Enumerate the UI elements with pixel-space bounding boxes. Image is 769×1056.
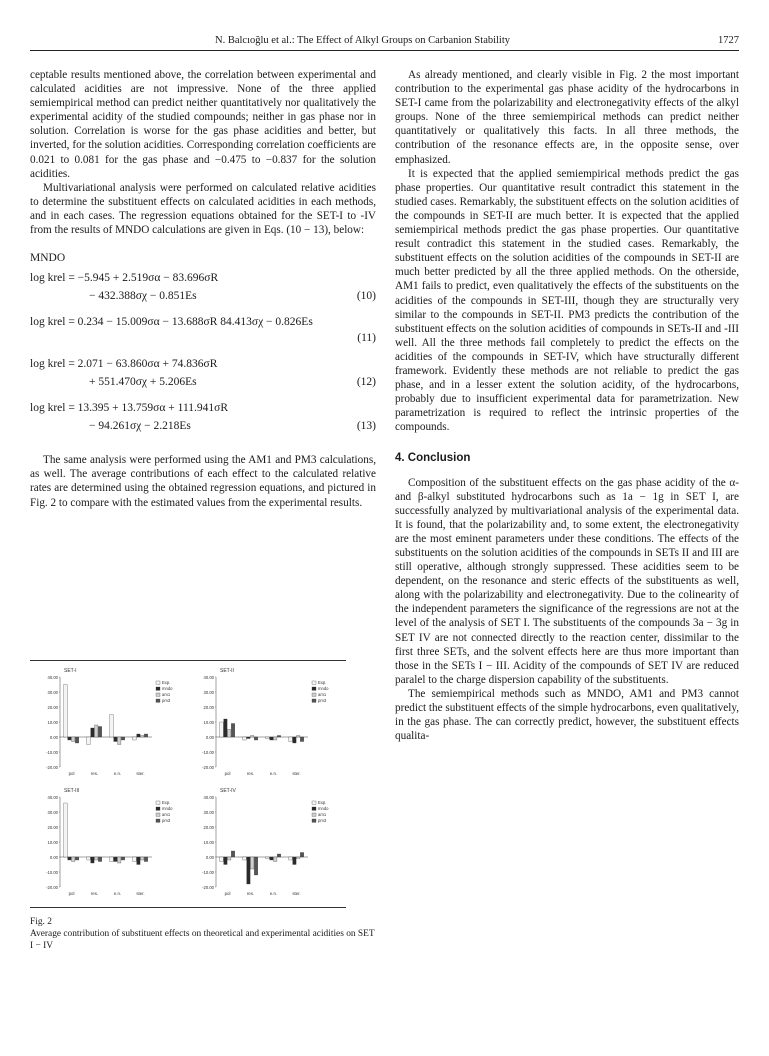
equation-10-text-2: − 432.388σχ − 0.851Es — [89, 290, 197, 303]
bar — [137, 857, 140, 865]
bar — [118, 737, 121, 745]
y-tick-label: 0.00 — [205, 854, 214, 860]
legend-swatch — [312, 819, 316, 822]
equation-10-number: (10) — [356, 290, 376, 303]
page-number: 1727 — [718, 35, 739, 46]
bar — [64, 803, 67, 857]
legend-label: am1 — [162, 692, 171, 698]
legend-label: am1 — [318, 692, 327, 698]
equation-13-text-2: − 94.261σχ − 2.218Es — [89, 420, 191, 433]
legend-label: am1 — [318, 812, 327, 818]
y-tick-label: 0.00 — [205, 734, 214, 740]
equation-12-line-2 — [30, 373, 376, 391]
y-tick-label: 30.00 — [203, 809, 214, 815]
bar — [220, 722, 223, 737]
bar — [91, 728, 94, 737]
y-tick-label: 40.00 — [203, 794, 214, 800]
legend-label: mndo — [318, 686, 329, 692]
x-tick-label: pol — [224, 891, 231, 896]
bar — [110, 715, 113, 738]
equation-11-number: (11) — [357, 332, 376, 345]
y-tick-label: -20.00 — [46, 764, 58, 770]
y-tick-label: -20.00 — [202, 884, 214, 890]
legend-swatch — [312, 693, 316, 696]
bar — [247, 737, 250, 739]
running-title: N. Balcıoğlu et al.: The Effect of Alkyl Groups on Carbanion Stability — [215, 35, 511, 46]
figure-label: Fig. 2 — [30, 917, 52, 927]
bar — [300, 737, 303, 742]
chart-title: SET-III — [64, 788, 80, 794]
bar — [137, 734, 140, 737]
page-header — [30, 34, 739, 51]
right-column — [395, 68, 739, 743]
legend-label: pm3 — [162, 818, 171, 824]
x-tick-label: res. — [246, 891, 255, 896]
y-tick-label: 30.00 — [47, 809, 58, 815]
left-column — [30, 68, 376, 510]
figure-2-charts — [30, 661, 346, 907]
bar — [274, 737, 277, 740]
y-tick-label: 40.00 — [203, 674, 214, 680]
legend-swatch — [156, 687, 160, 690]
bar — [220, 857, 223, 862]
bar — [141, 736, 144, 738]
legend-label: pm3 — [318, 818, 327, 824]
bar — [87, 857, 90, 860]
bar — [91, 857, 94, 863]
bar — [300, 853, 303, 858]
bar — [274, 857, 277, 862]
y-tick-label: -10.00 — [202, 869, 214, 875]
bar — [243, 857, 246, 860]
x-tick-label: ster. — [136, 891, 145, 896]
y-tick-label: 10.00 — [203, 719, 214, 725]
x-tick-label: res. — [90, 891, 99, 896]
bar — [277, 854, 280, 857]
equation-11-text-1: log krel = 0.234 − 15.009σα − 13.688σR 84.413σχ − 0.826Es — [30, 316, 313, 329]
y-tick-label: -20.00 — [46, 884, 58, 890]
bar — [95, 857, 98, 860]
y-tick-label: -20.00 — [202, 764, 214, 770]
left-paragraph-1: ceptable results mentioned above, the correlation between experimental and calculated acidities are not impressive. None of the three applied semiempirical method can predict neither quantitatively nor qualitatively the experimental acidity of the studied compounds; neither in gas phase nor in solution. Correlation is worse for the gas phase acidities and better, but inverted, for the solution acidities. Corresponding correlation coefficients are 0.021 to 0.081 for the gas phase and −0.475 to −0.837 for the solution acidities. — [30, 69, 376, 180]
bar — [289, 737, 292, 742]
legend-label: pm3 — [318, 698, 327, 704]
equation-12-text-1: log krel = 2.071 − 63.860σα + 74.836σR — [30, 358, 218, 371]
bar — [98, 727, 101, 738]
figure-2 — [30, 660, 346, 908]
equation-12-text-2: + 551.470σχ + 5.206Es — [89, 376, 197, 389]
bar — [118, 857, 121, 863]
equation-13-text-1: log krel = 13.395 + 13.759σα + 111.941σR — [30, 402, 229, 415]
legend-swatch — [156, 693, 160, 696]
x-tick-label: ster. — [292, 771, 301, 776]
figure-caption-text: Average contribution of substituent effects on theoretical and experimental acidities on SET I − IV — [30, 929, 375, 951]
equation-13-line-1 — [30, 399, 376, 417]
bar — [87, 737, 90, 745]
legend-swatch — [156, 819, 160, 822]
section-heading: 4. Conclusion — [395, 452, 471, 465]
bar — [289, 857, 292, 860]
y-tick-label: 10.00 — [203, 839, 214, 845]
legend-swatch — [312, 807, 316, 810]
legend-label: mndo — [318, 806, 329, 812]
bar — [144, 857, 147, 862]
y-tick-label: 10.00 — [47, 839, 58, 845]
bar — [144, 734, 147, 737]
bar — [141, 857, 144, 860]
bar — [110, 857, 113, 862]
x-tick-label: res. — [246, 771, 255, 776]
legend-label: mndo — [162, 686, 173, 692]
bar — [133, 737, 136, 740]
bar — [75, 737, 78, 743]
bar — [243, 737, 246, 740]
legend-swatch — [312, 813, 316, 816]
chart-title: SET-IV — [220, 788, 236, 794]
bar — [251, 736, 254, 738]
y-tick-label: -10.00 — [46, 749, 58, 755]
y-tick-label: 20.00 — [203, 824, 214, 830]
y-tick-label: 40.00 — [47, 794, 58, 800]
y-tick-label: 0.00 — [49, 734, 58, 740]
bar — [75, 857, 78, 860]
legend-swatch — [312, 687, 316, 690]
legend-swatch — [156, 813, 160, 816]
equation-12-number: (12) — [356, 376, 376, 389]
bar — [98, 857, 101, 862]
bar — [133, 857, 136, 862]
bar — [231, 724, 234, 738]
bar — [68, 857, 71, 860]
bar — [293, 857, 296, 865]
bar — [231, 851, 234, 857]
bar — [293, 737, 296, 743]
legend-swatch — [312, 801, 316, 804]
bar — [72, 737, 75, 742]
bar — [297, 736, 300, 738]
bar — [254, 857, 257, 875]
equation-12-line-1 — [30, 355, 376, 373]
equation-10-text-1: log krel = −5.945 + 2.519σα − 83.696σR — [30, 272, 219, 285]
right-paragraph-2: It is expected that the applied semiempirical methods predict the gas phase properties. Our quantitative result contradict this statement in the studied cases. Remarkably, the substituent effects on the solution acidities of the compounds in SET-II are much better. It is expected that the applied semiempirical methods predict the gas phase properties. Our quantitative result contradict this statement in the studied cases. Remarkably, the substituent effects on the solution acidities of the compounds in SET-II are much better predicted by all the three applied methods. On the otherside, AM1 fails to predict, even qualitatively the effects of the substituents on the acidities of the compounds in SET-III, though they are structurally very similar to the compounds in SET-II. PM3 predicts the contribution of the substituent effects on the solution acidities of compounds in SETs-II and -III well. All the three methods fail completely to predict the effects on the acidities of the compounds in SET-IV, which have structurally different framework. Evidently these methods are not reliable to predict the gas phase, and in a lesser extent the solution acidity, of the hydrocarbons, probably due to insufficient experimental data for parametrization. New parametrization is required to reflect the intrinsic properties of the compounds. — [395, 167, 739, 434]
bar — [121, 857, 124, 860]
bar — [121, 737, 124, 740]
bar — [270, 737, 273, 740]
bar — [114, 857, 117, 862]
x-tick-label: e.n. — [269, 891, 278, 896]
x-tick-label: ster. — [136, 771, 145, 776]
method-label: MNDO — [30, 252, 66, 265]
right-paragraph-3: Composition of the substituent effects on the gas phase acidity of the α- and β-alkyl substituted hydrocarbons such as 1a − 1g in SET I, are successfully analyzed by multivariational analysis of the experimental data. It is found, that the polarizability and, to some extent, the electronegativity are the most eminent parameters under these conditions. The effects of the substituents on the solution acidities of the compounds in SETs II and III are still operative, although strongly suppressed. These acidities seem to be dependent, on the resonance and steric effects of the substituents as well, along with the polarizability and electronegativity. Due to the colinearity of the independent parameters the significance of the regressions are not at the level of the analysis of SET I. The substituents of the compounds 3a − 3g in SET IV are not connected directly to the reaction center, dissimilar to the first three SETs, and the solvent effects here are thus more important than those in the SETs I − III. Acidity of the compounds of SET IV are reduced paralel to the charge dispersion capability of the substituents. — [395, 476, 739, 686]
bar — [270, 857, 273, 860]
y-tick-label: -10.00 — [46, 869, 58, 875]
left-paragraph-3: The same analysis were performed using the AM1 and PM3 calculations, as well. The average contributions of each effect to the calculated relative rates are determined using the obtained regression equations, and pictured in Fig. 2 to compare with the estimated values from the experimental results. — [30, 454, 376, 509]
legend-label: pm3 — [162, 698, 171, 704]
x-tick-label: pol — [68, 771, 75, 776]
y-tick-label: 40.00 — [47, 674, 58, 680]
x-tick-label: e.n. — [269, 771, 278, 776]
bar — [224, 857, 227, 865]
x-tick-label: pol — [224, 771, 231, 776]
y-tick-label: 20.00 — [47, 824, 58, 830]
legend-swatch — [156, 801, 160, 804]
equation-13-number: (13) — [356, 420, 376, 433]
bar — [95, 725, 98, 737]
bar — [224, 719, 227, 737]
x-tick-label: e.n. — [113, 891, 122, 896]
legend-label: Exp. — [318, 800, 327, 806]
chart-title: SET-I — [64, 668, 77, 674]
legend-label: mndo — [162, 806, 173, 812]
bar — [228, 857, 231, 860]
right-paragraph-1: As already mentioned, and clearly visible in Fig. 2 the most important contribution to the experimental gas phase acidity of the hydrocarbons in SET-I came from the polarizability and electronegativity effects of the alkyl groups. None of the three semiempirical methods can predict neither quantitatively or qualitatively this facts. In all three methods, the contribution of the resonance effects are, in the opposite sense, over emphasized. — [395, 69, 739, 166]
legend-swatch — [312, 681, 316, 684]
equation-13-line-2 — [30, 417, 376, 435]
equation-11-line-1 — [30, 313, 376, 331]
bar — [297, 857, 300, 859]
y-tick-label: 30.00 — [47, 689, 58, 695]
y-tick-label: -10.00 — [202, 749, 214, 755]
bar — [277, 736, 280, 738]
bar — [64, 685, 67, 738]
y-tick-label: 20.00 — [47, 704, 58, 710]
bar — [266, 857, 269, 859]
legend-swatch — [156, 699, 160, 702]
y-tick-label: 20.00 — [203, 704, 214, 710]
y-tick-label: 10.00 — [47, 719, 58, 725]
right-paragraph-4: The semiempirical methods such as MNDO, AM1 and PM3 cannot predict the substituent effects of the simple hydrocarbons, even qualitatively, in the gas phase. The can correctly predict, however, the substituent effects qualita- — [395, 687, 739, 743]
bar — [228, 730, 231, 738]
bar — [247, 857, 250, 884]
figure-caption — [30, 916, 375, 952]
legend-swatch — [156, 681, 160, 684]
equation-10-line-1 — [30, 269, 376, 287]
y-tick-label: 0.00 — [49, 854, 58, 860]
equation-10-line-2 — [30, 287, 376, 305]
bar — [266, 737, 269, 739]
legend-swatch — [156, 807, 160, 810]
left-paragraph-2: Multivariational analysis were performed on calculated relative acidities to determine the substituent effects on calculated acidities in each methods, and in each cases. The regression equations obtained for the SET-I to -IV from the results of MNDO calculations are given in Eqs. (10 − 13), below: — [30, 181, 376, 237]
bar — [72, 857, 75, 862]
legend-label: Exp. — [162, 680, 171, 686]
legend-label: am1 — [162, 812, 171, 818]
bar — [251, 857, 254, 869]
y-tick-label: 30.00 — [203, 689, 214, 695]
x-tick-label: pol — [68, 891, 75, 896]
chart-title: SET-II — [220, 668, 234, 674]
bar — [254, 737, 257, 740]
legend-swatch — [312, 699, 316, 702]
bar — [114, 737, 117, 742]
bar — [68, 737, 71, 740]
legend-label: Exp. — [318, 680, 327, 686]
x-tick-label: ster. — [292, 891, 301, 896]
x-tick-label: res. — [90, 771, 99, 776]
legend-label: Exp. — [162, 800, 171, 806]
x-tick-label: e.n. — [113, 771, 122, 776]
